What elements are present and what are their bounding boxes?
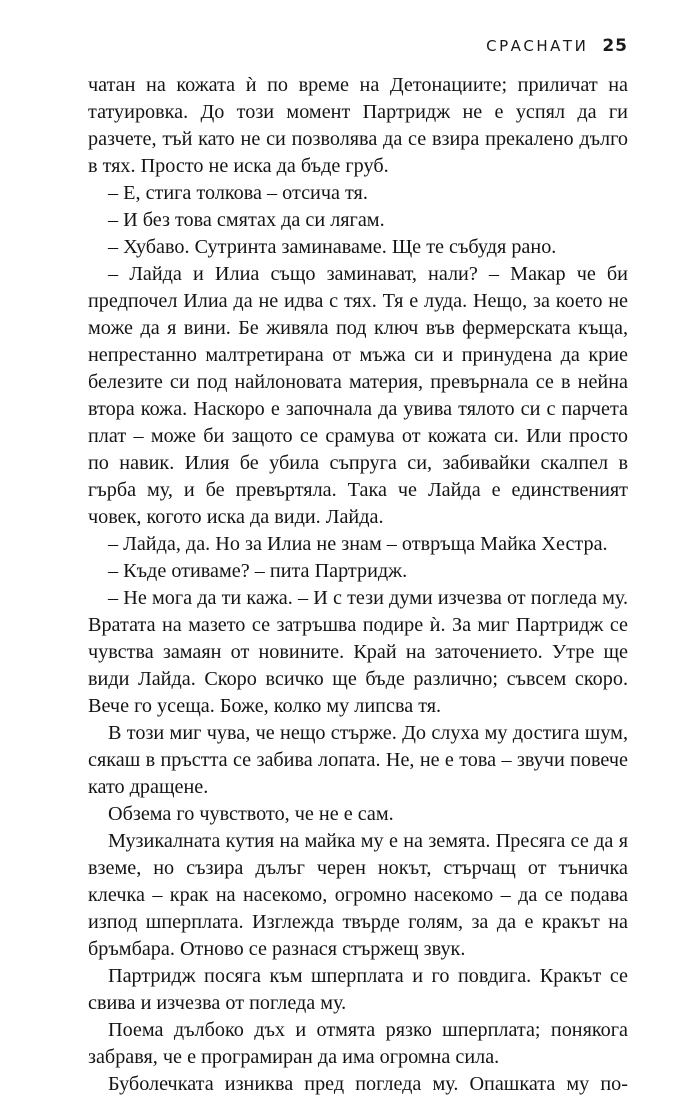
- paragraph: Буболечката изниква пред погледа му. Опашката му по-: [108, 1073, 628, 1095]
- paragraph: – И без това смятах да си лягам.: [108, 209, 385, 231]
- paragraph: – Лайда, да. Но за Илиа не знам – отвръща Майка Хестра.: [108, 533, 608, 555]
- paragraph: чатан на кожата ѝ по време на Детонациите; приличат на татуировка. До този момент Партридж не е успял да ги разчете, тъй като не си позволява да се взира прекалено дълго в тях. Просто не иска да бъде груб.: [88, 74, 628, 177]
- paragraph: Музикалната кутия на майка му е на земята. Пресяга се да я вземе, но съзира дълъг черен нокът, стърчащ от тъничка клечка – крак на насекомо, огромно насекомо – да се подава изпод шперплата. Изглежда твърде голям, за да е кракът на бръмбара. Отново се разнася стържещ звук.: [88, 830, 628, 960]
- body-text: [88, 72, 628, 1098]
- page-number: 25: [602, 36, 628, 56]
- running-head-title: СРАСНАТИ: [486, 37, 589, 55]
- paragraph: – Не мога да ти кажа. – И с тези думи изчезва от погледа му. Вратата на мазето се затръшва подире ѝ. За миг Партридж се чувства замаян от новините. Край на заточението. Утре ще види Лайда. Скоро всичко ще бъде различно; съвсем скоро. Вече го усеща. Боже, колко му липсва тя.: [88, 587, 628, 717]
- paragraph: – Е, стига толкова – отсича тя.: [108, 182, 368, 204]
- paragraph: – Къде отиваме? – пита Партридж.: [108, 560, 408, 582]
- running-head: [486, 36, 628, 56]
- paragraph: В този миг чува, че нещо стърже. До слуха му достига шум, сякаш в пръстта се забива лопата. Не, не е това – звучи повече като дращене.: [88, 722, 628, 798]
- paragraph: – Лайда и Илиа също заминават, нали? – Макар че би предпочел Илиа да не идва с тях. Тя е луда. Нещо, за което не може да я вини. Бе живяла под ключ във фермерската къща, непрестанно малтретирана от мъжа си и принудена да крие белезите си под найлоновата материя, превърнала се в нейна втора кожа. Наскоро е започнала да увива тялото си с парчета плат – може би защото се срамува от кожата си. Или просто по навик. Илия бе убила съпруга си, забивайки скалпел в гърба му, и бе превъртяла. Така че Лайда е единственият човек, когото иска да види. Лайда.: [88, 263, 628, 528]
- paragraph: Обзема го чувството, че не е сам.: [108, 803, 394, 825]
- paragraph: Партридж посяга към шперплата и го повдига. Кракът се свива и изчезва от погледа му.: [88, 965, 628, 1014]
- paragraph: – Хубаво. Сутринта заминаваме. Ще те събудя рано.: [108, 236, 557, 258]
- paragraph: Поема дълбоко дъх и отмята рязко шперплата; понякога забравя, че е програмиран да има огромна сила.: [88, 1019, 628, 1068]
